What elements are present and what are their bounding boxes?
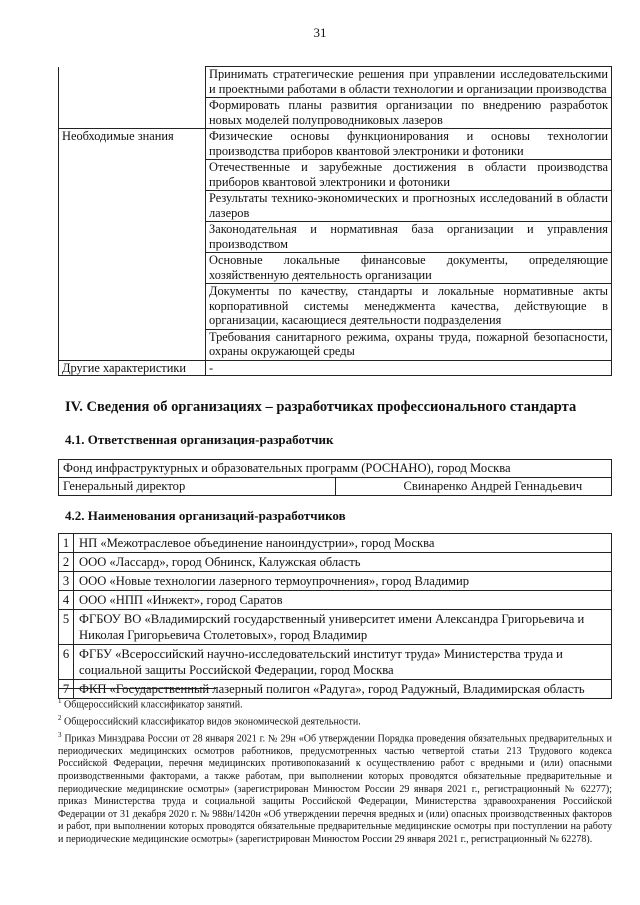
row-label bbox=[59, 222, 206, 253]
row-text: Основные локальные финансовые документы, определяющие хозяйственную деятельность организации bbox=[206, 253, 612, 284]
organization-name: НП «Межотраслевое объединение наноиндустрии», город Москва bbox=[74, 534, 612, 553]
table-row bbox=[59, 553, 612, 572]
footnote-separator bbox=[58, 688, 216, 689]
table-row bbox=[59, 67, 612, 98]
table-row bbox=[59, 610, 612, 645]
table-row bbox=[59, 360, 612, 376]
organization-name: ООО «Новые технологии лазерного термоупрочнения», город Владимир bbox=[74, 572, 612, 591]
row-label bbox=[59, 160, 206, 191]
row-text: Законодательная и нормативная база организации и управления производством bbox=[206, 222, 612, 253]
table-row bbox=[59, 222, 612, 253]
row-label bbox=[59, 329, 206, 360]
row-number: 2 bbox=[59, 553, 74, 572]
table-row bbox=[59, 253, 612, 284]
responsible-position: Генеральный директор bbox=[59, 478, 336, 496]
table-row bbox=[59, 98, 612, 129]
footnote bbox=[58, 695, 612, 712]
table-row bbox=[59, 534, 612, 553]
footnote bbox=[58, 729, 612, 847]
row-text: Физические основы функционирования и основы технологии производства приборов квантовой электроники и фотоники bbox=[206, 129, 612, 160]
organization-name: ФКП «Государственный лазерный полигон «Радуга», город Радужный, Владимирская область bbox=[74, 680, 612, 699]
table-row bbox=[59, 160, 612, 191]
row-number: 5 bbox=[59, 610, 74, 645]
organization-name: ФГБУ «Всероссийский научно-исследовательский институт труда» Министерства труда и социальной защиты Российской Федерации, город Москва bbox=[74, 645, 612, 680]
organization-name: ООО «Лассард», город Обнинск, Калужская область bbox=[74, 553, 612, 572]
responsible-organization: Фонд инфраструктурных и образовательных программ (РОСНАНО), город Москва bbox=[59, 460, 612, 478]
row-number: 7 bbox=[59, 680, 74, 699]
row-number: 6 bbox=[59, 645, 74, 680]
table-row bbox=[59, 478, 612, 496]
table-row bbox=[59, 329, 612, 360]
row-label bbox=[59, 67, 206, 98]
table-row bbox=[59, 129, 612, 160]
footnote-mark: 1 bbox=[58, 697, 62, 705]
row-label: Необходимые знания bbox=[59, 129, 206, 160]
organization-name: ФГБОУ ВО «Владимирский государственный университет имени Александра Григорьевича и Николая Григорьевича Столетовых», город Владимир bbox=[74, 610, 612, 645]
row-label bbox=[59, 253, 206, 284]
row-number: 4 bbox=[59, 591, 74, 610]
footnote-text: Общероссийский классификатор занятий. bbox=[64, 699, 243, 711]
row-number: 3 bbox=[59, 572, 74, 591]
footnote bbox=[58, 712, 612, 729]
row-text: Принимать стратегические решения при управлении исследовательскими и проектными работами в области технологии и организации производства bbox=[206, 67, 612, 98]
developers-heading: 4.2. Наименования организаций-разработчиков bbox=[65, 508, 346, 523]
page-number: 31 bbox=[313, 25, 327, 40]
table-row bbox=[59, 645, 612, 680]
footnote-text: Приказ Минздрава России от 28 января 2021 г. № 29н «Об утверждении Порядка проведения обязательных предварительных и периодических медицинских осмотров работников, предусмотренных частью четвертой статьи 213 Трудового кодекса Российской Федерации, перечня медицинских противопоказаний к осуществлению работ с вредными и (или) опасными производственными факторами, а также работам, при выполнении которых проводятся обязательные предварительные и периодические медицинские осмотры» (зарегистрирован Минюстом России 29 января 2021 г., регистрационный № 62277); приказ Министерства труда и социальной защиты Российской Федерации, Министерства здравоохранения Российской Федерации от 31 декабря 2020 г. № 988н/1420н «Об утверждении перечня вредных и (или) опасных производственных факторов и работ, при выполнении которых проводятся обязательные предварительные медицинские осмотры при поступлении на работу и периодические медицинские осмотры» (зарегистрирован Минюстом России 29 января 2021 г., регистрационный № 62278). bbox=[58, 733, 613, 845]
row-text: Документы по качеству, стандарты и локальные нормативные акты корпоративной системы менеджмента качества, действующие в организации, касающиеся деятельности подразделения bbox=[206, 284, 612, 330]
footnote-mark: 2 bbox=[58, 713, 62, 722]
section-title: IV. Сведения об организациях – разработчиках профессионального стандарта bbox=[65, 399, 577, 415]
row-label bbox=[59, 98, 206, 129]
row-number: 1 bbox=[59, 534, 74, 553]
row-label bbox=[59, 284, 206, 330]
table-row bbox=[59, 572, 612, 591]
row-text: Результаты технико-экономических и прогнозных исследований в области лазеров bbox=[206, 191, 612, 222]
knowledge-table bbox=[58, 66, 612, 376]
responsible-table bbox=[58, 459, 612, 496]
table-row bbox=[59, 591, 612, 610]
row-text: Отечественные и зарубежные достижения в области производства приборов квантовой электроники и фотоники bbox=[206, 160, 612, 191]
responsible-person: Свинаренко Андрей Геннадьевич bbox=[335, 478, 612, 496]
developers-table bbox=[58, 533, 612, 699]
row-text: Требования санитарного режима, охраны труда, пожарной безопасности, охраны окружающей среды bbox=[206, 329, 612, 360]
footnote-text: Общероссийский классификатор видов экономической деятельности. bbox=[64, 716, 361, 728]
organization-name: ООО «НПП «Инжект», город Саратов bbox=[74, 591, 612, 610]
table-row bbox=[59, 284, 612, 330]
table-row bbox=[59, 460, 612, 478]
other-characteristics-value: - bbox=[206, 360, 612, 376]
row-text: Формировать планы развития организации по внедрению разработок новых моделей полупроводниковых лазеров bbox=[206, 98, 612, 129]
footnotes bbox=[58, 695, 612, 847]
table-row bbox=[59, 191, 612, 222]
row-label bbox=[59, 191, 206, 222]
other-characteristics-label: Другие характеристики bbox=[59, 360, 206, 376]
responsible-heading: 4.1. Ответственная организация-разработчик bbox=[65, 432, 334, 447]
footnote-mark: 3 bbox=[58, 730, 62, 739]
